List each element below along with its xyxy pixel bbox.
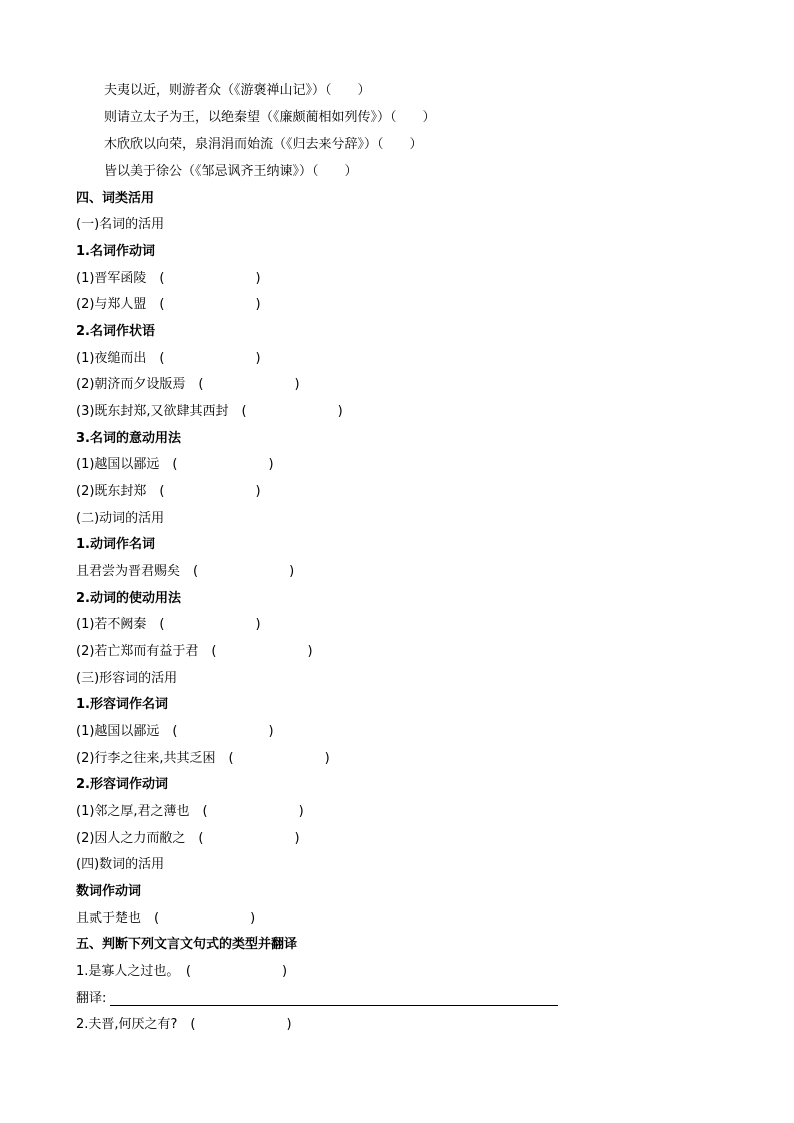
category-heading: 1.动词作名词	[76, 537, 155, 552]
question-line: 2.夫晋,何厌之有? ( )	[76, 1017, 292, 1032]
question-line: (3)既东封郑,又欲肆其西封 ( )	[76, 404, 343, 419]
item-line: 皆以美于徐公（《邹忌讽齐王纳谏》）（ ）	[104, 164, 358, 179]
category-heading: 2.形容词作动词	[76, 777, 168, 792]
subsection-heading: (二)动词的活用	[76, 511, 165, 526]
section-heading: 五、判断下列文言文句式的类型并翻译	[76, 937, 298, 952]
question-line: (1)若不阙秦 ( )	[76, 617, 261, 632]
question-line: (1)邻之厚,君之薄也 ( )	[76, 804, 304, 819]
question-line: (1)越国以鄙远 ( )	[76, 724, 274, 739]
translation-label: 翻译:	[76, 991, 107, 1006]
category-heading: 3.名词的意动用法	[76, 431, 181, 446]
question-line: (2)因人之力而敝之 ( )	[76, 831, 300, 846]
question-line: (1)晋军函陵 ( )	[76, 271, 261, 286]
section-heading: 四、词类活用	[76, 191, 155, 206]
item-line: 则请立太子为王，以绝秦望（《廉颇蔺相如列传》）（ ）	[104, 110, 436, 125]
item-line: 夫夷以近，则游者众（《游褒禅山记》）（ ）	[104, 83, 371, 98]
question-line: 1.是寡人之过也。 ( )	[76, 964, 288, 979]
category-heading: 数词作动词	[76, 884, 142, 899]
question-line: 且贰于楚也 ( )	[76, 911, 256, 926]
question-line: 且君尝为晋君赐矣 ( )	[76, 564, 295, 579]
category-heading: 1.形容词作名词	[76, 697, 168, 712]
category-heading: 2.名词作状语	[76, 324, 155, 339]
translation-answer-line[interactable]	[110, 1005, 558, 1006]
item-line: 木欣欣以向荣，泉涓涓而始流（《归去来兮辞》）（ ）	[104, 137, 423, 152]
question-line: (2)与郑人盟 ( )	[76, 297, 261, 312]
subsection-heading: (四)数词的活用	[76, 857, 165, 872]
question-line: (2)若亡郑而有益于君 ( )	[76, 644, 313, 659]
subsection-heading: (一)名词的活用	[76, 217, 165, 232]
question-line: (1)越国以鄙远 ( )	[76, 457, 274, 472]
question-line: (2)既东封郑 ( )	[76, 484, 261, 499]
subsection-heading: (三)形容词的活用	[76, 671, 178, 686]
category-heading: 1.名词作动词	[76, 244, 155, 259]
question-line: (2)朝济而夕设版焉 ( )	[76, 377, 300, 392]
question-line: (2)行李之往来,共其乏困 ( )	[76, 751, 330, 766]
question-line: (1)夜缒而出 ( )	[76, 351, 261, 366]
category-heading: 2.动词的使动用法	[76, 591, 181, 606]
